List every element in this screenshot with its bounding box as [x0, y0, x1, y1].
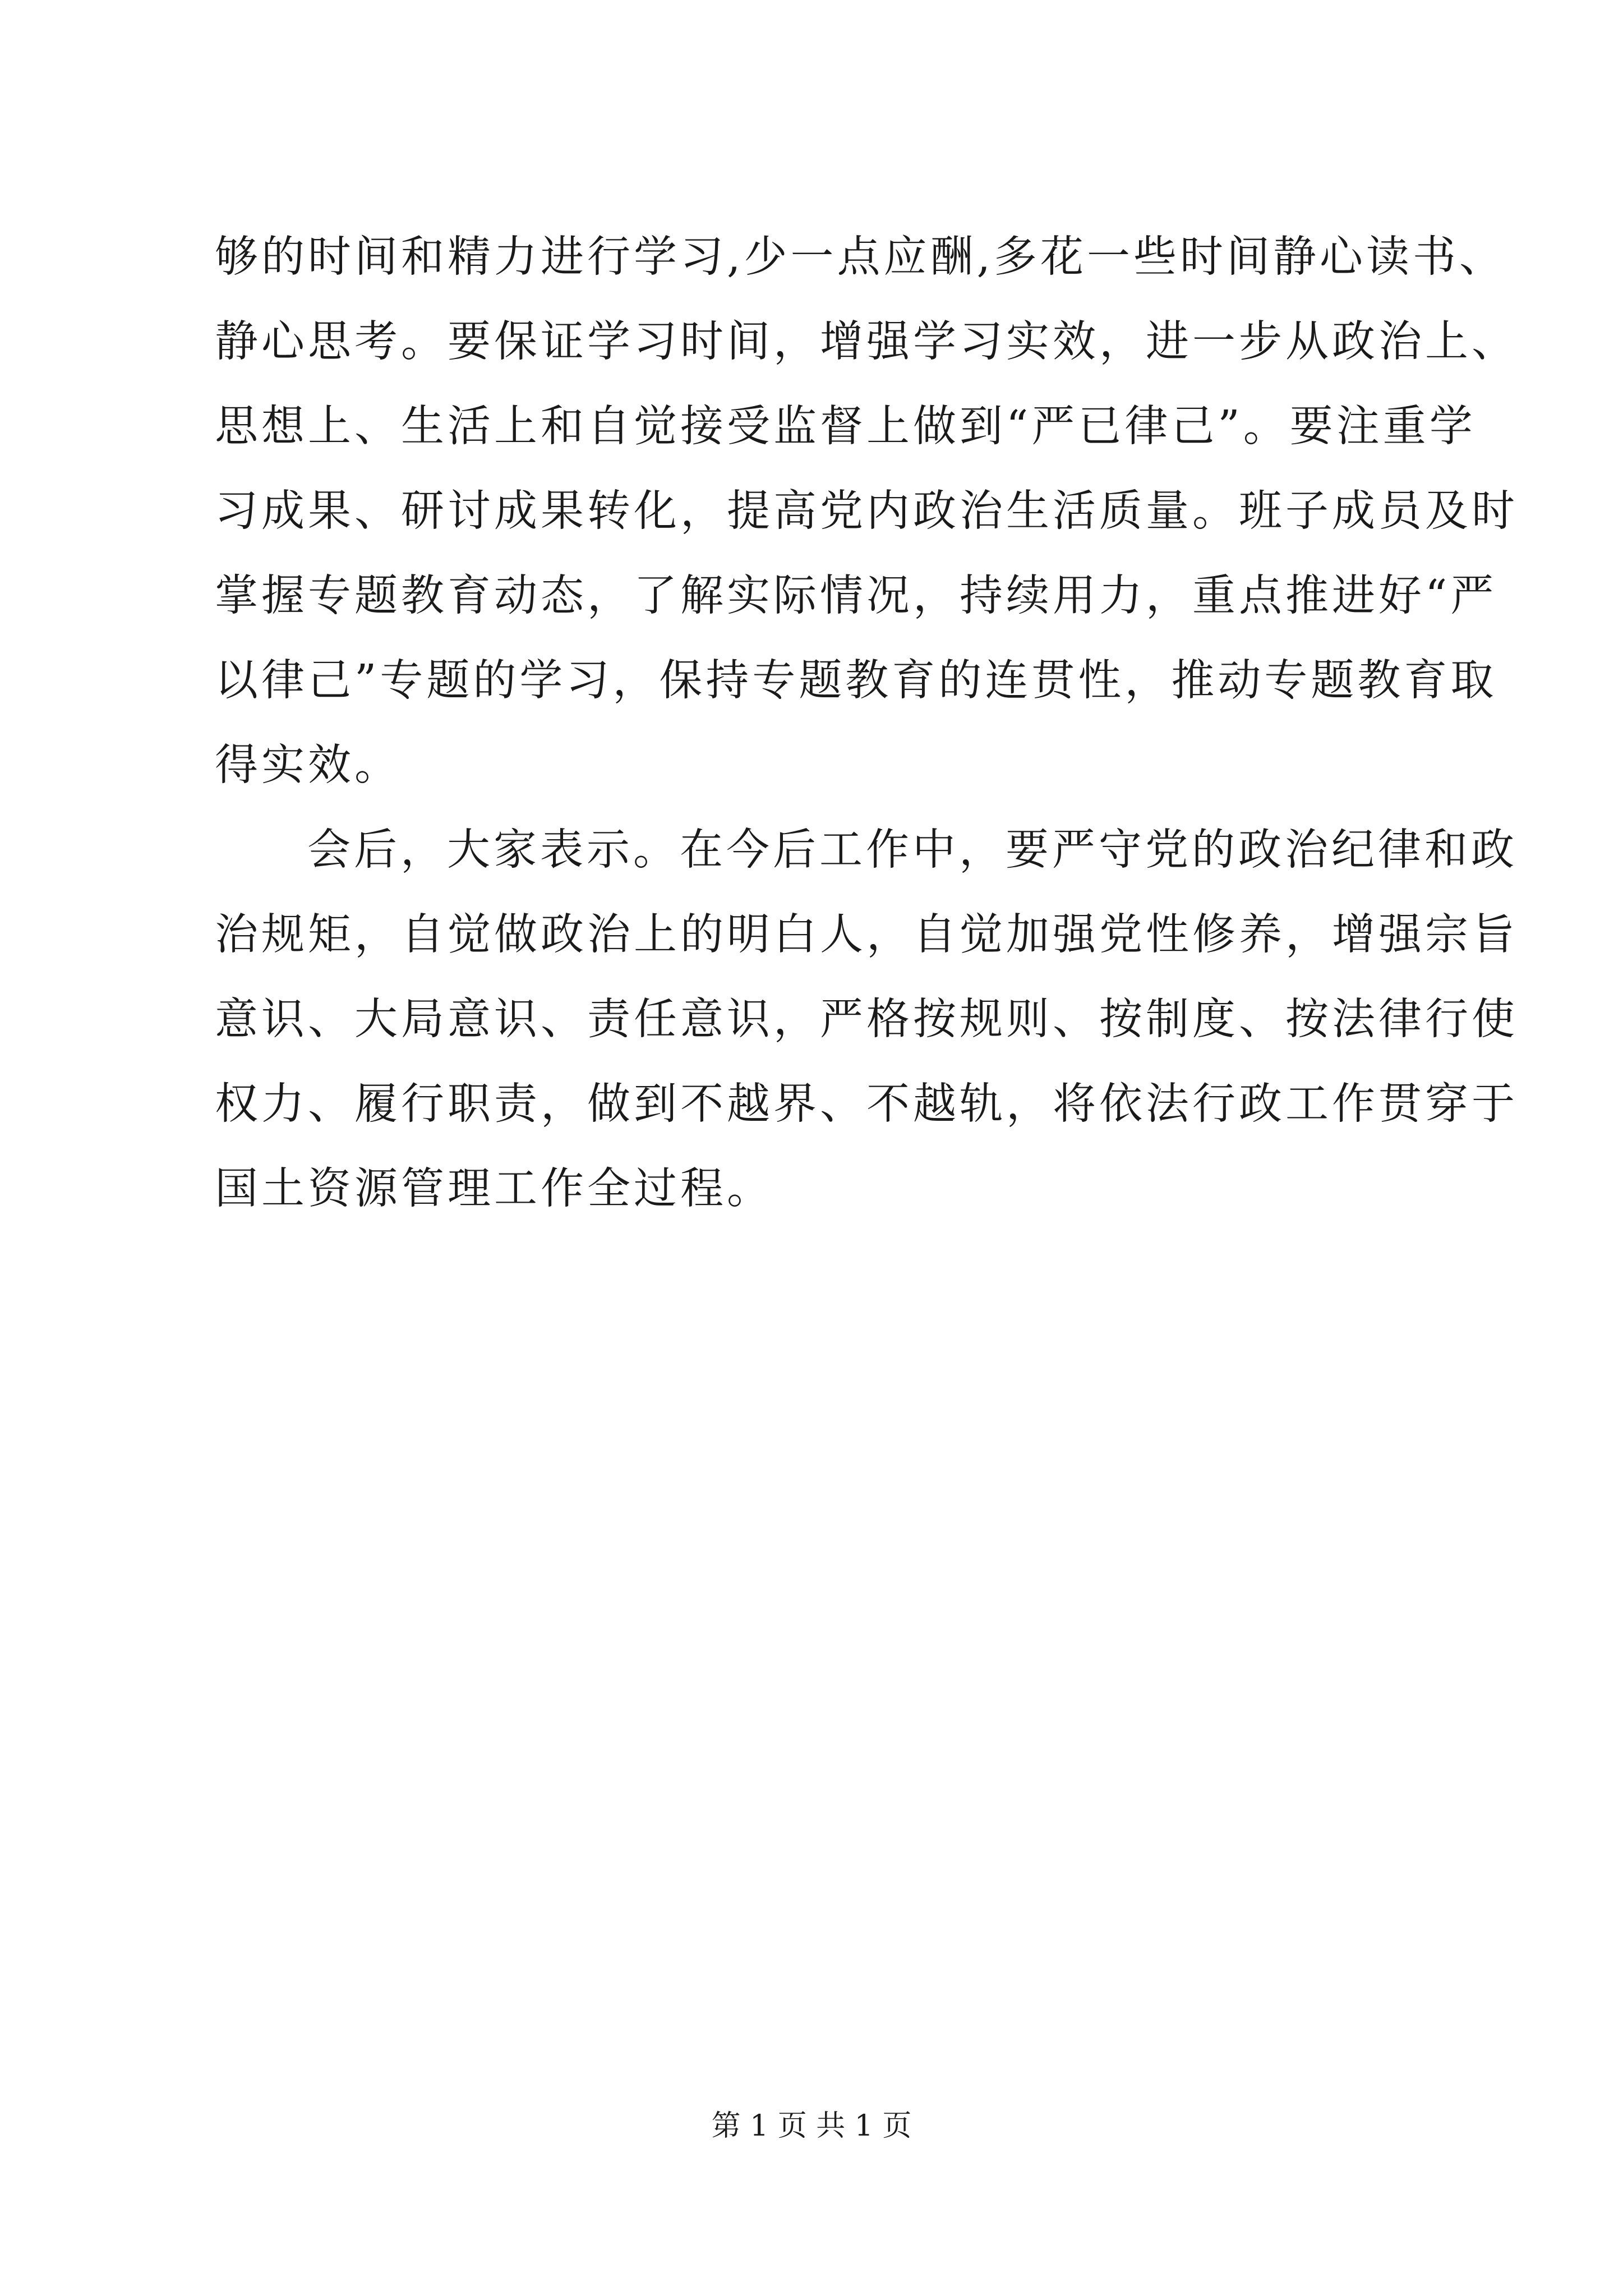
text-line: 静心思考。要保证学习时间，增强学习实效，进一步从政治上、	[215, 317, 1518, 367]
text-line: 掌握专题教育动态，了解实际情况，持续用力，重点推进好“严	[215, 571, 1497, 621]
document-body	[215, 215, 1518, 1231]
text-line: 国土资源管理工作全过程。	[215, 1164, 773, 1214]
text-line: 习成果、研讨成果转化，提高党内政治生活质量。班子成员及时	[215, 486, 1518, 536]
paragraph-first-line: 会后，大家表示。在今后工作中，要严守党的政治纪律和政	[307, 825, 1518, 875]
text-line: 意识、大局意识、责任意识，严格按规则、按制度、按法律行使	[215, 995, 1518, 1045]
text-line: 得实效。	[215, 740, 401, 790]
text-line: 思想上、生活上和自觉接受监督上做到“严已律己”。要注重学	[215, 402, 1476, 452]
text-line: 治规矩，自觉做政治上的明白人，自觉加强党性修养，增强宗旨	[215, 910, 1518, 960]
text-line: 以律己”专题的学习，保持专题教育的连贯性，推动专题教育取	[215, 656, 1497, 706]
text-line: 权力、履行职责，做到不越界、不越轨，将依法行政工作贯穿于	[215, 1079, 1518, 1129]
text-line: 够的时间和精力进行学习,少一点应酬,多花一些时间静心读书、	[215, 232, 1506, 282]
page-number-footer: 第 1 页 共 1 页	[711, 2109, 912, 2143]
